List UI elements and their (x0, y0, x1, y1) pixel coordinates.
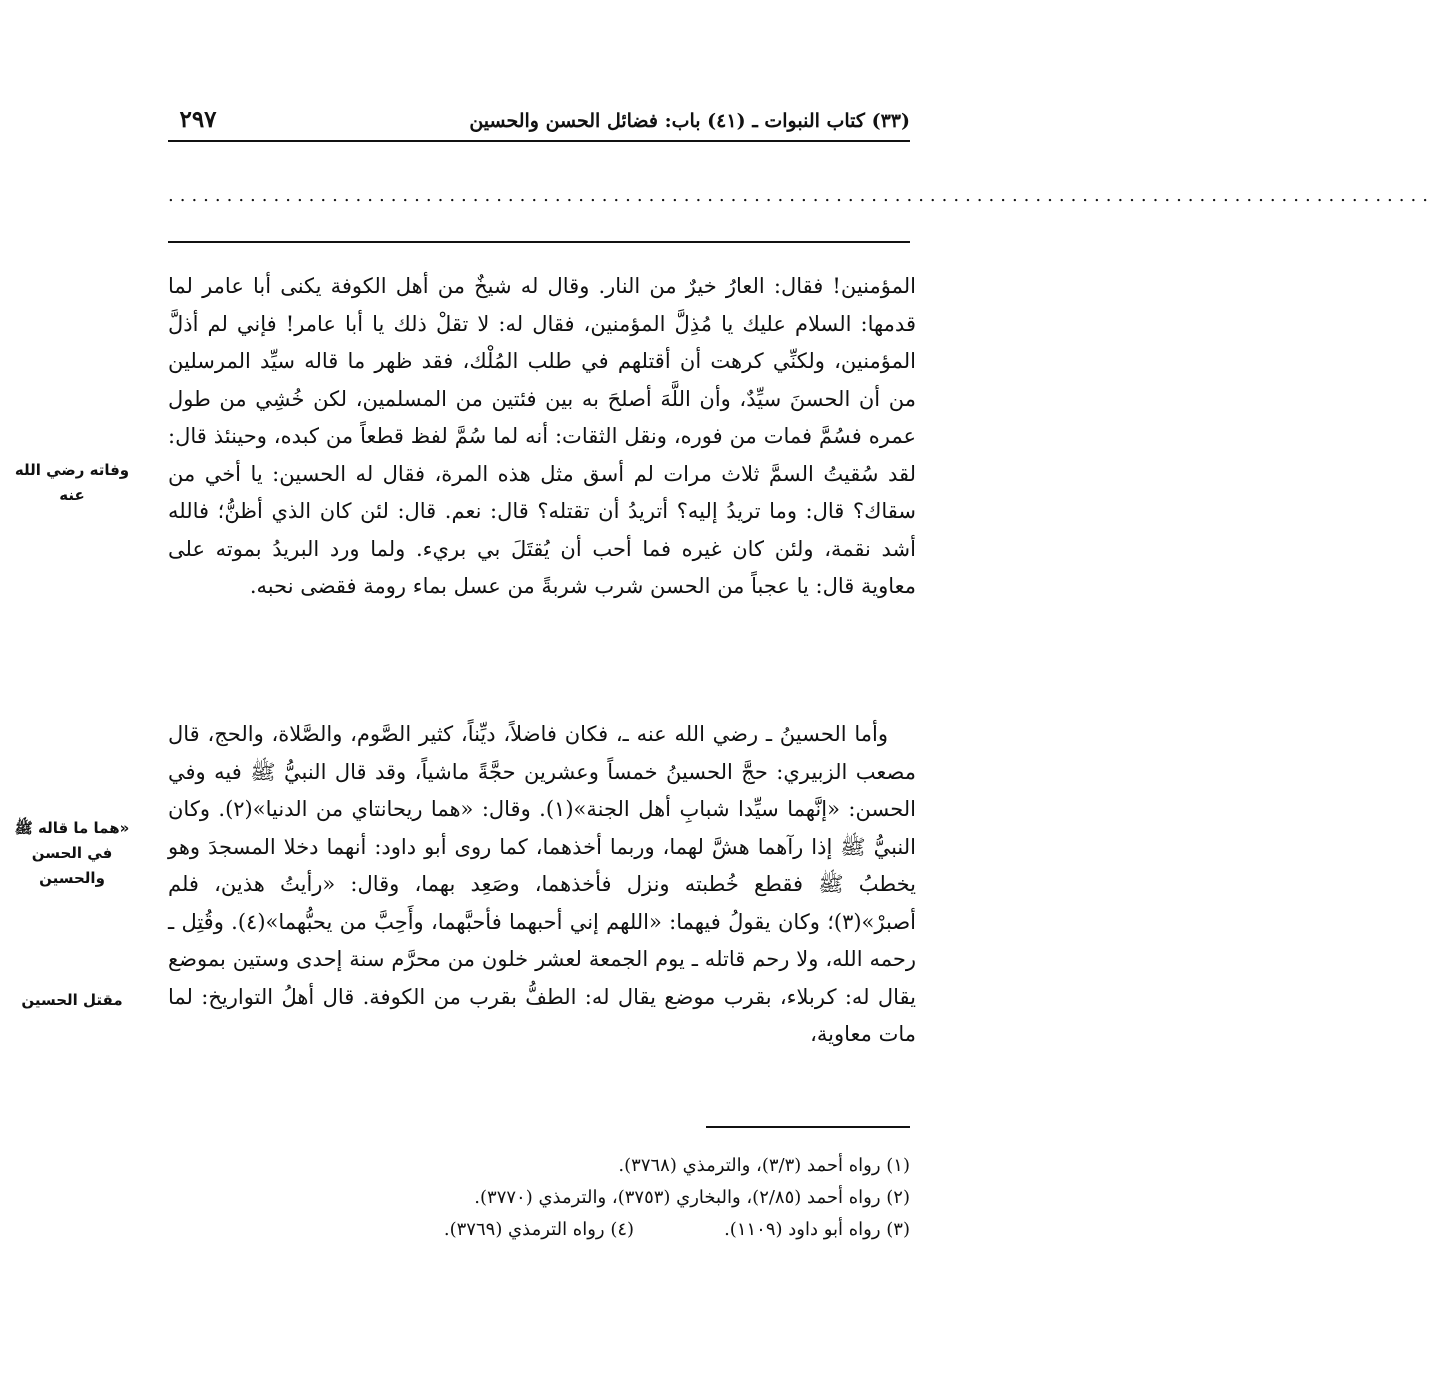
paragraph-text: وأما الحسينُ ـ رضي الله عنه ـ، فكان فاضلاً، ديِّناً، كثير الصَّوم، والصَّلاة، والحج، قال مصعب الزبيري: حجَّ الحسينُ خمساً وعشرين حجَّةً ماشياً، وقد قال النبيُّ ﷺ فيه وفي الحسن: «إنَّهما سيِّدا شبابِ أهل الجنة»(١). وقال: «هما ريحانتاي من الدنيا»(٢). وكان النبيُّ ﷺ إذا رآهما هشَّ لهما، وربما أخذهما، كما روى أبو داود: أنهما دخلا المسجدَ وهو يخطبُ ﷺ فقطع خُطبته ونزل فأخذهما، وصَعِد بهما، وقال: «رأيتُ هذين، فلم أصبرْ»(٣)؛ وكان يقولُ فيهما: «اللهم إني أحبهما فأحبَّهما، وأَحِبَّ من يحبُّهما»(٤). وقُتِل ـ رحمه الله، ولا رحم قاتله ـ يوم الجمعة لعشر خلون من محرَّم سنة إحدى وستين بموضع يقال له: كربلاء، بقرب موضع يقال له: الطفُّ بقرب من الكوفة. قال أهلُ التواريخ: لما مات معاوية، (168, 722, 916, 1046)
body-paragraph-1 (168, 268, 916, 606)
footnote-1: (١) رواه أحمد (٣/٣)، والترمذي (٣٧٦٨). (618, 1155, 910, 1176)
header-title: (٣٣) كتاب النبوات ـ (٤١) باب: فضائل الحسن والحسين (469, 110, 910, 132)
footnote-row (168, 1214, 910, 1246)
running-header (168, 104, 910, 144)
margin-note-martyrdom: مقتل الحسين (21, 991, 123, 1009)
footnote-2: (٢) رواه أحمد (٢/٨٥)، والبخاري (٣٧٥٣)، والترمذي (٣٧٧٠). (474, 1187, 910, 1208)
margin-note-hadith: «هما ما قاله ﷺ في الحسن والحسين (14, 819, 130, 887)
footnote-rule (706, 1126, 910, 1128)
margin-note-death: وفاته رضي الله عنه (14, 461, 130, 504)
header-rule (168, 140, 910, 142)
footnotes (168, 1150, 910, 1246)
page-number: ٢٩٧ (179, 106, 217, 133)
paragraph-text: المؤمنين! فقال: العارُ خيرٌ من النار. وقال له شيخٌ من أهل الكوفة يكنى أبا عامر لما قدمها: السلام عليك يا مُذِلَّ المؤمنين، فقال له: لا تقلْ ذلك يا أبا عامر! فإني لم أذلَّ المؤمنين، ولكنِّي كرهت أن أقتلهم في طلب المُلْك، فقد ظهر ما قاله سيِّد المرسلين من أن الحسنَ سيِّدٌ، وأن اللَّهَ أصلحَ به بين فئتين من المسلمين، لكن خُشِي من طول عمره فسُمَّ فمات من فوره، ونقل الثقات: أنه لما سُمَّ لفظ قطعاً من كبده، وحينئذ قال: لقد سُقيتُ السمَّ ثلاث مرات لم أسق مثل هذه المرة، فقال له الحسين: يا أخي من سقاك؟ قال: وما تريدُ إليه؟ أتريدُ أن تقتله؟ قال: نعم. قال: لئن كان الذي أظنُّ؛ فالله أشد نقمة، ولئن كان غيره فما أحب أن يُقتَلَ بي بريء. ولما ورد البريدُ بموته على معاوية قال: يا عجباً من الحسن شرب شربةً من عسل بماء رومة فقضى نحبه. (168, 274, 916, 598)
footnote-3: (٣) رواه أبو داود (١١٠٩). (724, 1219, 910, 1240)
section-rule (168, 241, 910, 243)
footnote-4: (٤) رواه الترمذي (٣٧٦٩). (443, 1219, 635, 1240)
body-paragraph-2 (168, 716, 916, 1054)
dotted-separator: ............................................................................................................ (168, 185, 1434, 206)
